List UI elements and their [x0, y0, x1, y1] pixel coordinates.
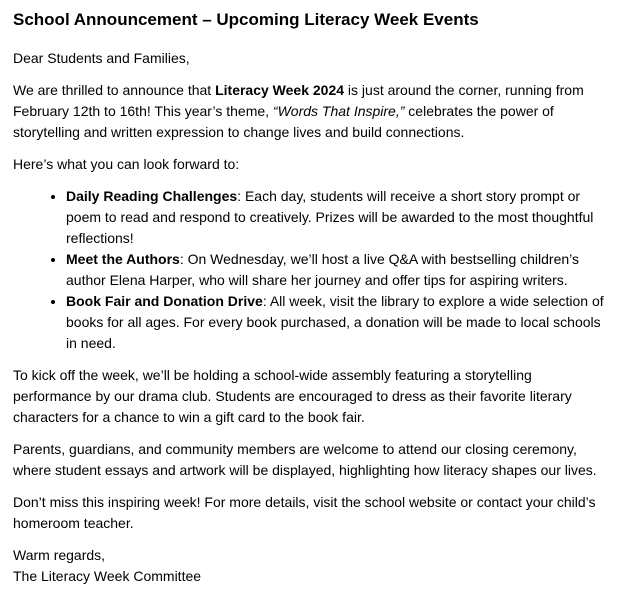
list-item	[66, 186, 614, 249]
text-run: Warm regards,	[13, 547, 106, 563]
italic-text-run: “Words That Inspire,”	[272, 103, 405, 119]
text-run: To kick off the week, we’ll be holding a school-wide assembly featuring a storytelling performance by our drama club. Students are encouraged to dress as their favorite literary characters for a chance to win a gift card to the book fair.	[13, 367, 572, 425]
bold-text-run: Literacy Week 2024	[215, 82, 345, 98]
paragraph	[13, 492, 614, 534]
paragraph	[13, 439, 614, 481]
text-run: : Each day, students will receive a short story prompt or poem to read and respond to creatively. Prizes will be awarded to the most thoughtful reflections!	[66, 188, 594, 246]
text-run: Here’s what you can look forward to:	[13, 156, 240, 172]
text-run: Parents, guardians, and community members are welcome to attend our closing ceremony, where student essays and artwork will be displayed, highlighting how literacy shapes our lives.	[13, 441, 597, 478]
paragraph	[13, 365, 614, 428]
paragraph	[13, 545, 614, 587]
document-body	[13, 48, 614, 587]
bold-text-run: Daily Reading Challenges	[66, 188, 238, 204]
text-run: The Literacy Week Committee	[13, 568, 202, 584]
text-run: Dear Students and Families,	[13, 50, 190, 66]
text-run: We are thrilled to announce that	[13, 82, 216, 98]
paragraph	[13, 80, 614, 143]
paragraph	[13, 154, 614, 175]
bold-text-run: Book Fair and Donation Drive	[66, 293, 263, 309]
text-run: is just around the corner, running from February 12th to 16th! This year’s theme,	[13, 82, 584, 119]
bold-text-run: Meet the Authors	[66, 251, 180, 267]
paragraph	[13, 48, 614, 69]
list-item	[66, 249, 614, 291]
text-run: celebrates the power of storytelling and written expression to change lives and build connections.	[13, 103, 554, 140]
text-run: : On Wednesday, we’ll host a live Q&A with bestselling children’s author Elena Harper, who will share her journey and offer tips for aspiring writers.	[66, 251, 580, 288]
document-title: School Announcement – Upcoming Literacy Week Events	[13, 10, 479, 29]
bullet-list	[13, 186, 614, 354]
list-item	[66, 291, 614, 354]
text-run: : All week, visit the library to explore a wide selection of books for all ages. For every book purchased, a donation will be made to local schools in need.	[66, 293, 604, 351]
text-run: Don’t miss this inspiring week! For more details, visit the school website or contact your child’s homeroom teacher.	[13, 494, 596, 531]
